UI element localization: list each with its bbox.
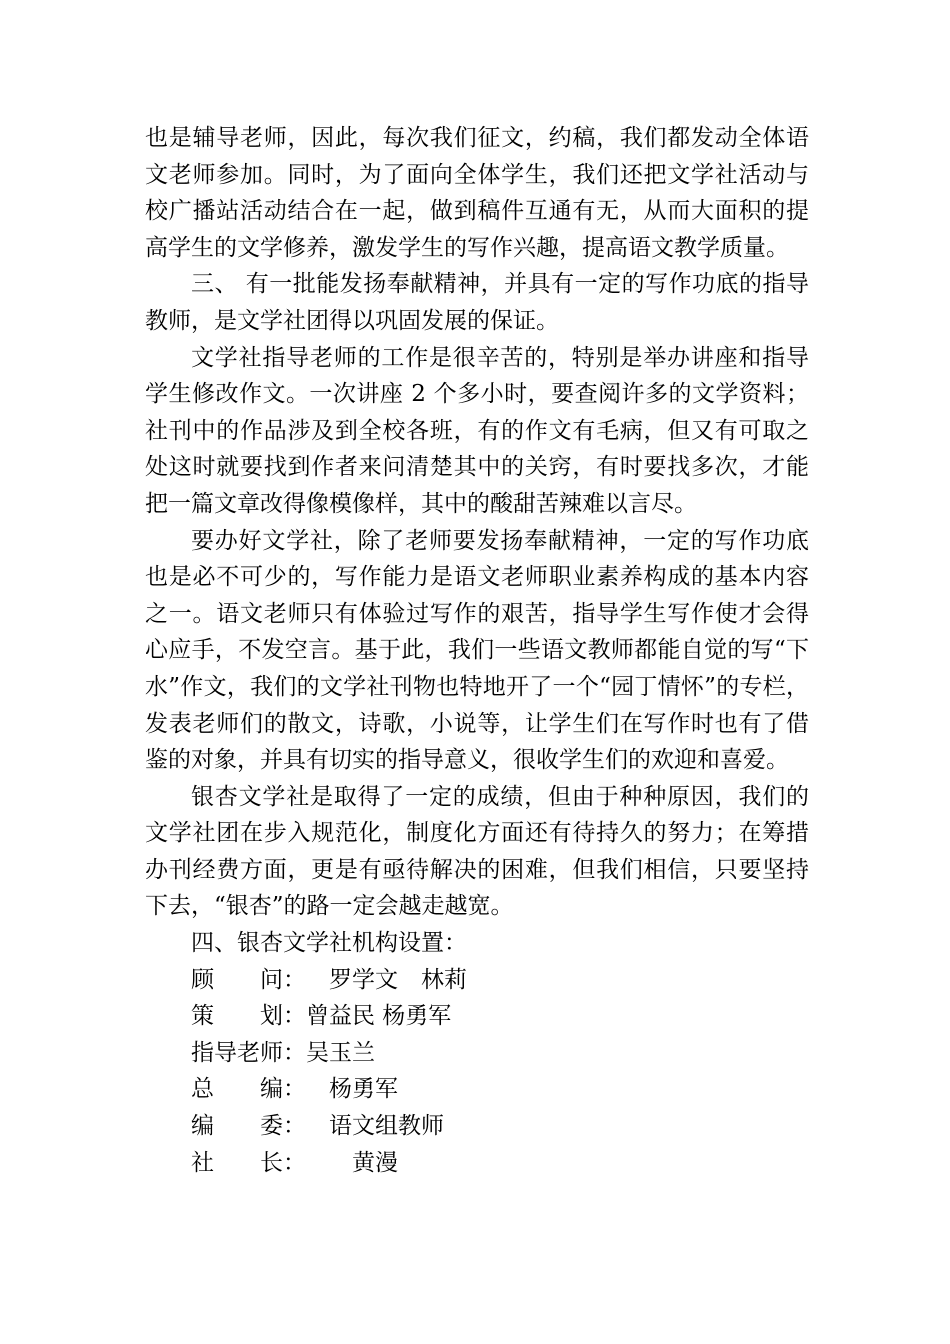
org-row-advisor [191, 962, 809, 999]
paragraph-writing-skill: 要办好文学社，除了老师要发扬奉献精神，一定的写作功底也是必不可少的，写作能力是语文老师职业素养构成的基本内容之一。语文老师只有体验过写作的艰苦，指导学生写作使才会得心应手，不发空言。基于此，我们一些语文教师都能自觉的写“下水”作文，我们的文学社刊物也特地开了一个“园丁情怀”的专栏，发表老师们的散文，诗歌，小说等，让学生们在写作时也有了借鉴的对象，并具有切实的指导意义，很收学生们的欢迎和喜爱。 [145, 527, 809, 774]
organization-list [145, 962, 809, 1182]
org-label: 指导老师： [191, 1039, 306, 1066]
org-row-chief-editor [191, 1071, 809, 1108]
document-body [145, 120, 809, 1181]
org-value: 曾益民 杨勇军 [306, 1003, 452, 1030]
org-row-planner [191, 998, 809, 1035]
paragraph-continuation: 也是辅导老师，因此，每次我们征文，约稿，我们都发动全体语文老师参加。同时，为了面向全体学生，我们还把文学社活动与校广播站活动结合在一起，做到稿件互通有无，从而大面积的提高学生的文学修养，激发学生的写作兴趣，提高语文教学质量。 [145, 125, 809, 261]
org-label: 顾 问： [191, 966, 306, 993]
section-four-heading: 四、银杏文学社机构设置： [191, 930, 467, 957]
org-row-editorial-board [191, 1108, 809, 1145]
org-row-president [191, 1145, 809, 1182]
paragraph-achievement: 银杏文学社是取得了一定的成绩，但由于种种原因，我们的文学社团在步入规范化，制度化方面还有待持久的努力；在筹措办刊经费方面，更是有亟待解决的困难，但我们相信，只要坚持下去，“银杏”的路一定会越走越宽。 [145, 783, 809, 920]
org-value: 语文组教师 [306, 1113, 444, 1140]
org-label: 总 编： [191, 1076, 306, 1103]
org-label: 社 长： [191, 1149, 306, 1176]
paragraph-teacher-work: 文学社指导老师的工作是很辛苦的，特别是举办讲座和指导学生修改作文。一次讲座 2 个多小时，要查阅许多的文学资料；社刊中的作品涉及到全校各班，有的作文有毛病，但又有可取之处这时就要找到作者来问清楚其中的关窍，有时要找多次，才能把一篇文章改得像模像样，其中的酸甜苦辣难以言尽。 [145, 344, 809, 517]
org-value: 杨勇军 [306, 1076, 398, 1103]
org-value: 罗学文 林莉 [306, 966, 467, 993]
org-label: 编 委： [191, 1113, 306, 1140]
org-value: 黄漫 [306, 1149, 398, 1176]
paragraph-section-three-heading: 三、 有一批能发扬奉献精神，并具有一定的写作功底的指导教师，是文学社团得以巩固发展的保证。 [145, 271, 809, 334]
org-label: 策 划： [191, 1003, 306, 1030]
org-value: 吴玉兰 [306, 1039, 375, 1066]
org-row-instructor [191, 1035, 809, 1072]
